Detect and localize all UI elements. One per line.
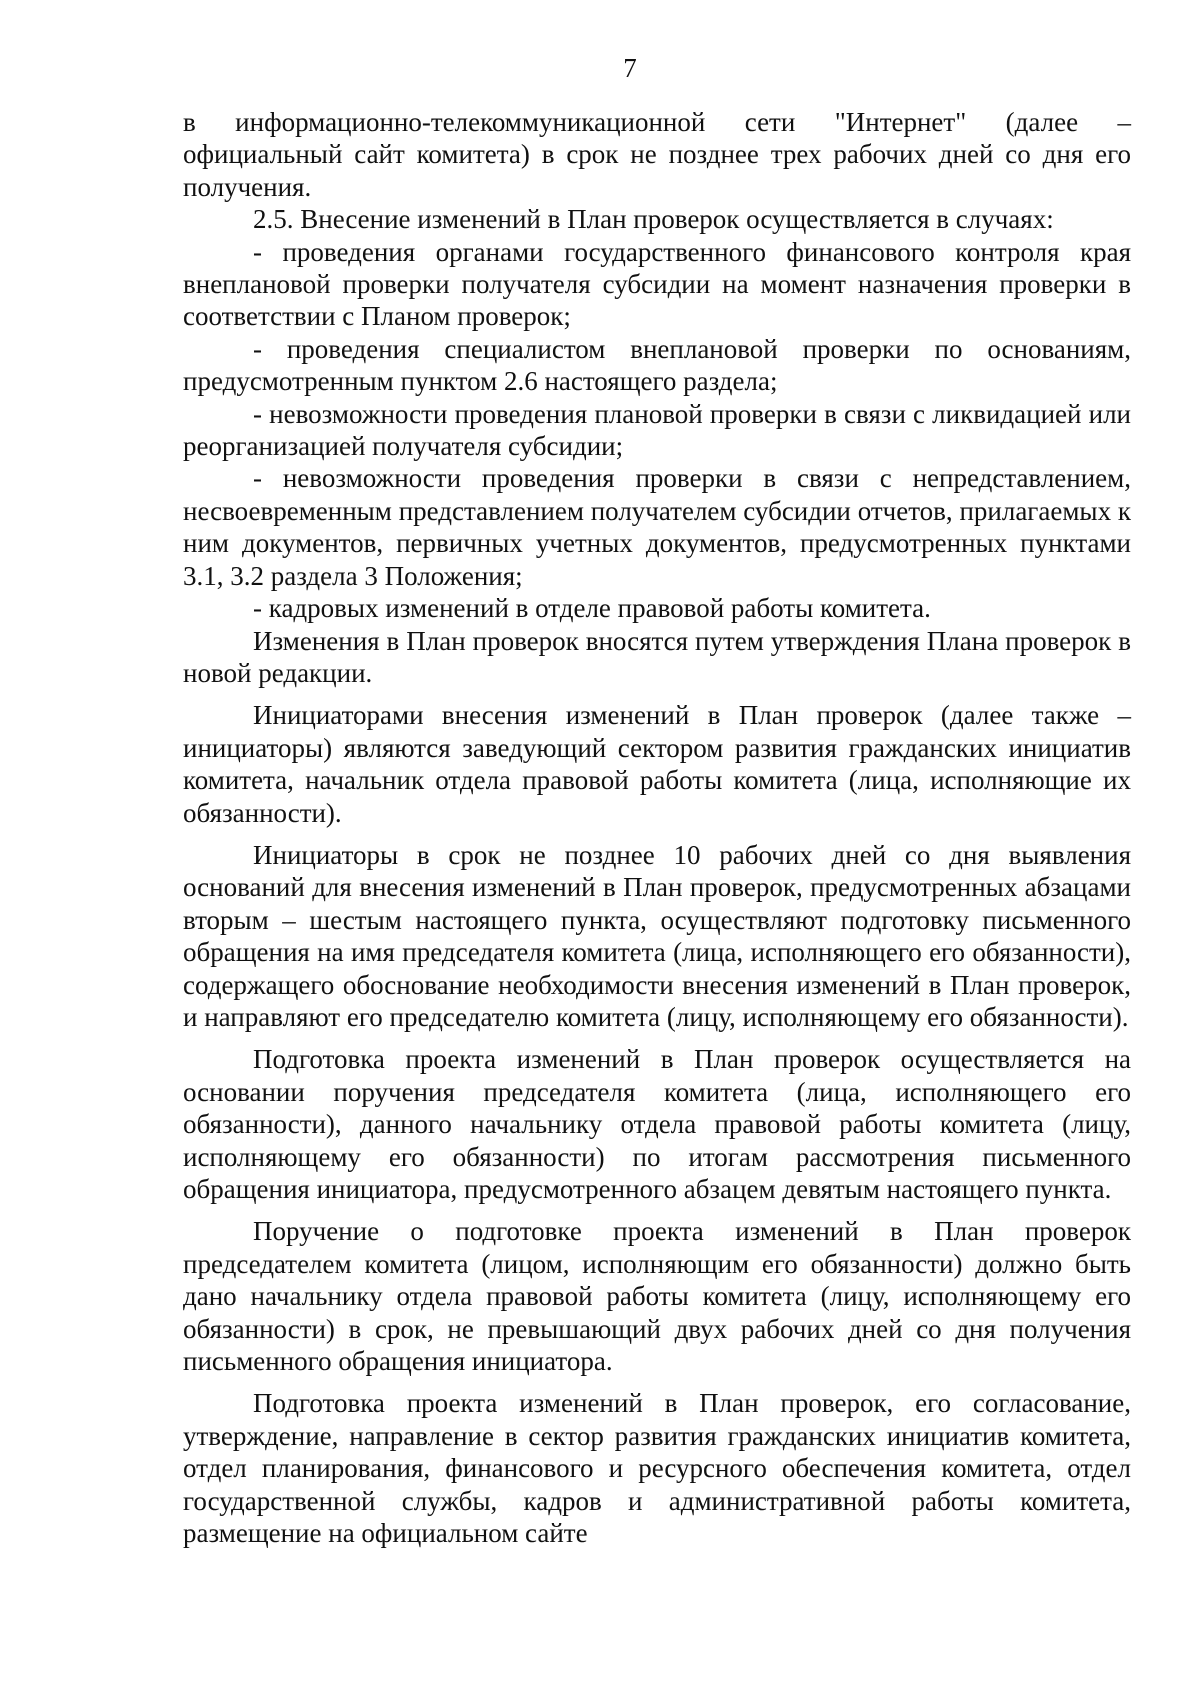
paragraph-case-4: - невозможности проведения проверки в связи с непредставлением, несвоевременным представлением получателем субсидии отчетов, прилагаемых к ним документов, первичных учетных документов, предусмотренных пунктами 3.1, 3.2 раздела 3 Положения; — [183, 463, 1131, 591]
paragraph-case-3: - невозможности проведения плановой проверки в связи с ликвидацией или реорганизацией получателя субсидии; — [183, 398, 1131, 462]
paragraph-changes: Изменения в План проверок вносятся путем утверждения Плана проверок в новой редакции. — [183, 625, 1131, 688]
paragraph-initiators-deadline: Инициаторы в срок не позднее 10 рабочих дней со дня выявления оснований для внесения изменений в План проверок, предусмотренных абзацами вторым – шестым настоящего пункта, осуществляют подготовку письменного обращения на имя председателя комитета (лица, исполняющего его обязанности), содержащего обоснование необходимости внесения изменений в План проверок, и направляют его председателю комитета (лицу, исполняющему его обязанности). — [183, 839, 1131, 1032]
document-body — [183, 106, 1131, 1549]
paragraph-case-5: - кадровых изменений в отделе правовой работы комитета. — [253, 593, 931, 624]
paragraph-draft-approval: Подготовка проекта изменений в План проверок, его согласование, утверждение, направление в сектор развития гражданских инициатив комитета, отдел планирования, финансового и ресурсного обеспечения комитета, отдел государственной службы, кадров и административной работы комитета, размещение на официальном сайте — [183, 1388, 1131, 1549]
paragraph-case-2: - проведения специалистом внеплановой проверки по основаниям, предусмотренным пунктом 2.6 настоящего раздела; — [183, 333, 1131, 397]
paragraph-item-2-5: 2.5. Внесение изменений в План проверок осуществляется в случаях: — [253, 204, 1054, 235]
paragraph-instruction: Поручение о подготовке проекта изменений в План проверок председателем комитета (лицом, исполняющим его обязанности) должно быть дано начальнику отдела правовой работы комитета (лицу, исполняющему его обязанности) в срок, не превышающий двух рабочих дней со дня получения письменного обращения инициатора. — [183, 1216, 1131, 1377]
paragraph-case-1: - проведения органами государственного финансового контроля края внеплановой проверки получателя субсидии на момент назначения проверки в соответствии с Планом проверок; — [183, 236, 1131, 332]
page-number: 7 — [623, 53, 637, 83]
paragraph-draft-preparation: Подготовка проекта изменений в План проверок осуществляется на основании поручения председателя комитета (лица, исполняющего его обязанности), данного начальнику отдела правовой работы комитета (лицу, исполняющему его обязанности) по итогам рассмотрения письменного обращения инициатора, предусмотренного абзацем девятым настоящего пункта. — [183, 1044, 1131, 1204]
paragraph-continuation: в информационно-телекоммуникационной сети "Интернет" (далее – официальный сайт комитета) в срок не позднее трех рабочих дней со дня его получения. — [183, 107, 1131, 202]
paragraph-initiators: Инициаторами внесения изменений в План проверок (далее также – инициаторы) являются заведующий сектором развития гражданских инициатив комитета, начальник отдела правовой работы комитета (лица, исполняющие их обязанности). — [183, 700, 1131, 828]
